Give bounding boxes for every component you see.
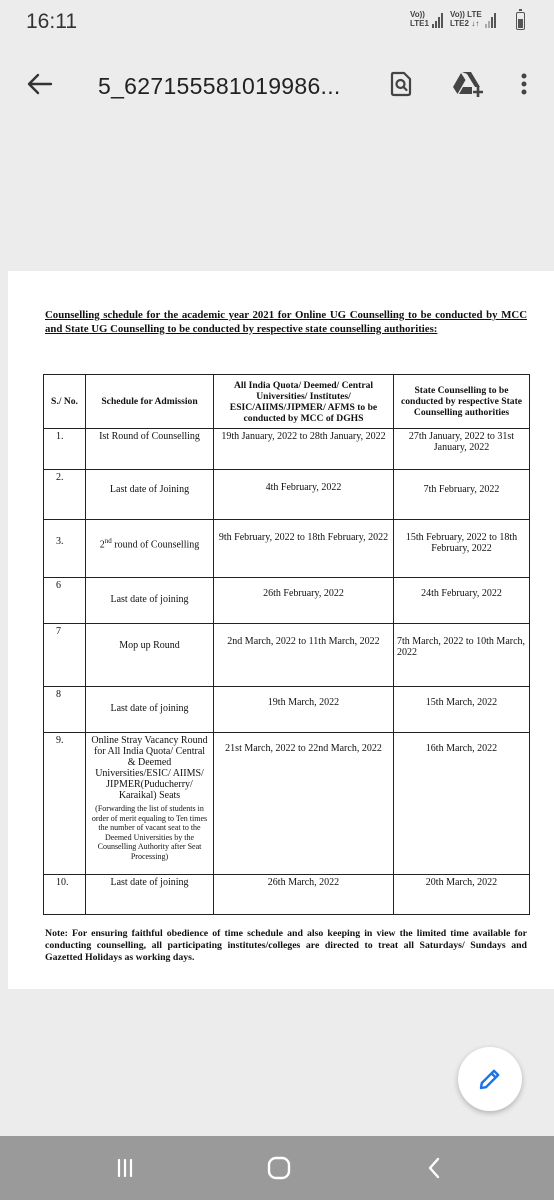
row-all-india-date: 26th February, 2022	[214, 578, 394, 624]
sim2-signal	[450, 10, 496, 28]
row-schedule	[86, 520, 214, 578]
back-button[interactable]	[20, 64, 60, 104]
more-options-button[interactable]	[504, 64, 544, 104]
search-document-icon	[390, 71, 412, 97]
more-vertical-icon	[520, 72, 528, 96]
table-row	[44, 687, 530, 733]
row-schedule-text: Online Stray Vacancy Round for All India Quota/ Central & Deemed Universities/ESIC/ AIIMS/ JIPMER(Puducherry/ Karaikal) Seats	[91, 735, 208, 801]
row-all-india-date: 19th January, 2022 to 28th January, 2022	[214, 429, 394, 470]
recents-button[interactable]	[105, 1148, 145, 1188]
row-state-date: 15th February, 2022 to 18th February, 2022	[394, 520, 530, 578]
battery-icon	[516, 12, 525, 30]
row-schedule-ordinal-suffix: nd	[104, 537, 112, 545]
add-to-drive-button[interactable]	[448, 64, 488, 104]
row-state-date: 24th February, 2022	[394, 578, 530, 624]
edit-fab-button[interactable]	[458, 1047, 522, 1111]
table-row	[44, 624, 530, 687]
search-in-document-button[interactable]	[381, 64, 421, 104]
sim1-signal	[410, 10, 443, 28]
table-row	[44, 429, 530, 470]
table-header-row	[44, 375, 530, 429]
navigation-bar	[0, 1136, 554, 1200]
document-title: 5_627155581019986...	[98, 73, 341, 99]
document-note: Note: For ensuring faithful obedience of time schedule and also keeping in view the limited time available for conducting counselling, all participating institutes/colleges are directed to treat all Saturdays/ Sundays and Gazetted Holidays as working days.	[45, 928, 527, 963]
row-state-date: 15th March, 2022	[394, 687, 530, 733]
row-all-india-date: 4th February, 2022	[214, 470, 394, 520]
row-schedule	[86, 733, 214, 875]
table-row	[44, 578, 530, 624]
row-state-date: 27th January, 2022 to 31st January, 2022	[394, 429, 530, 470]
table-row	[44, 520, 530, 578]
row-state-date: 7th March, 2022 to 10th March, 2022	[394, 624, 530, 687]
row-schedule-note: (Forwarding the list of students in order of merit equaling to Ten times the number of vacant seat to the Deemed Universities by the Counselling Authority after Seat Processing)	[91, 804, 208, 861]
app-bar	[0, 44, 554, 130]
sim1-label-bottom: LTE1	[410, 19, 429, 28]
home-icon	[266, 1155, 292, 1181]
row-schedule-text: round of Counselling	[111, 539, 200, 551]
row-state-date: 16th March, 2022	[394, 733, 530, 875]
row-all-india-date: 9th February, 2022 to 18th February, 2022	[214, 520, 394, 578]
row-state-date: 7th February, 2022	[394, 470, 530, 520]
header-serial-no: S./ No.	[44, 375, 86, 429]
home-button[interactable]	[259, 1148, 299, 1188]
document-heading: Counselling schedule for the academic year 2021 for Online UG Counselling to be conducted by MCC and State UG Counselling to be conducted by respective state counselling authorities:	[45, 309, 527, 335]
row-all-india-date: 21st March, 2022 to 22nd March, 2022	[214, 733, 394, 875]
row-number: 2.	[44, 470, 86, 520]
table-row	[44, 470, 530, 520]
document-page[interactable]	[8, 271, 554, 989]
arrow-left-icon	[27, 73, 53, 95]
row-schedule: Mop up Round	[86, 624, 214, 687]
back-chevron-icon	[426, 1156, 442, 1180]
header-all-india: All India Quota/ Deemed/ Central Universities/ Institutes/ ESIC/AIIMS/JIPMER/ AFMS to be conducted by MCC of DGHS	[214, 375, 394, 429]
sim2-label-top: Vo)) LTE	[450, 10, 482, 19]
row-number: 3.	[44, 520, 86, 578]
row-all-india-date: 26th March, 2022	[214, 875, 394, 915]
signal-bars-icon	[431, 12, 443, 28]
row-all-india-date: 19th March, 2022	[214, 687, 394, 733]
row-schedule: Last date of joining	[86, 875, 214, 915]
add-to-drive-icon	[452, 70, 484, 98]
signal-bars-icon	[484, 12, 496, 28]
row-number: 6	[44, 578, 86, 624]
row-number: 10.	[44, 875, 86, 915]
recents-icon	[114, 1157, 136, 1179]
row-schedule: Ist Round of Counselling	[86, 429, 214, 470]
row-number: 1.	[44, 429, 86, 470]
schedule-table	[43, 374, 530, 915]
sim1-label-top: Vo))	[410, 10, 425, 19]
row-schedule: Last date of joining	[86, 687, 214, 733]
header-schedule: Schedule for Admission	[86, 375, 214, 429]
table-row	[44, 875, 530, 915]
header-state: State Counselling to be conducted by respective State Counselling authorities	[394, 375, 530, 429]
row-schedule: Last date of Joining	[86, 470, 214, 520]
pencil-icon	[477, 1066, 503, 1092]
status-time: 16:11	[26, 10, 77, 33]
row-all-india-date: 2nd March, 2022 to 11th March, 2022	[214, 624, 394, 687]
row-number: 8	[44, 687, 86, 733]
sim2-label-bottom: LTE2 ↓↑	[450, 19, 480, 28]
row-schedule-ordinal: 2	[99, 539, 105, 551]
row-number: 9.	[44, 733, 86, 875]
status-bar	[0, 0, 554, 44]
row-state-date: 20th March, 2022	[394, 875, 530, 915]
system-back-button[interactable]	[414, 1148, 454, 1188]
row-number: 7	[44, 624, 86, 687]
row-schedule: Last date of joining	[86, 578, 214, 624]
table-row	[44, 733, 530, 875]
